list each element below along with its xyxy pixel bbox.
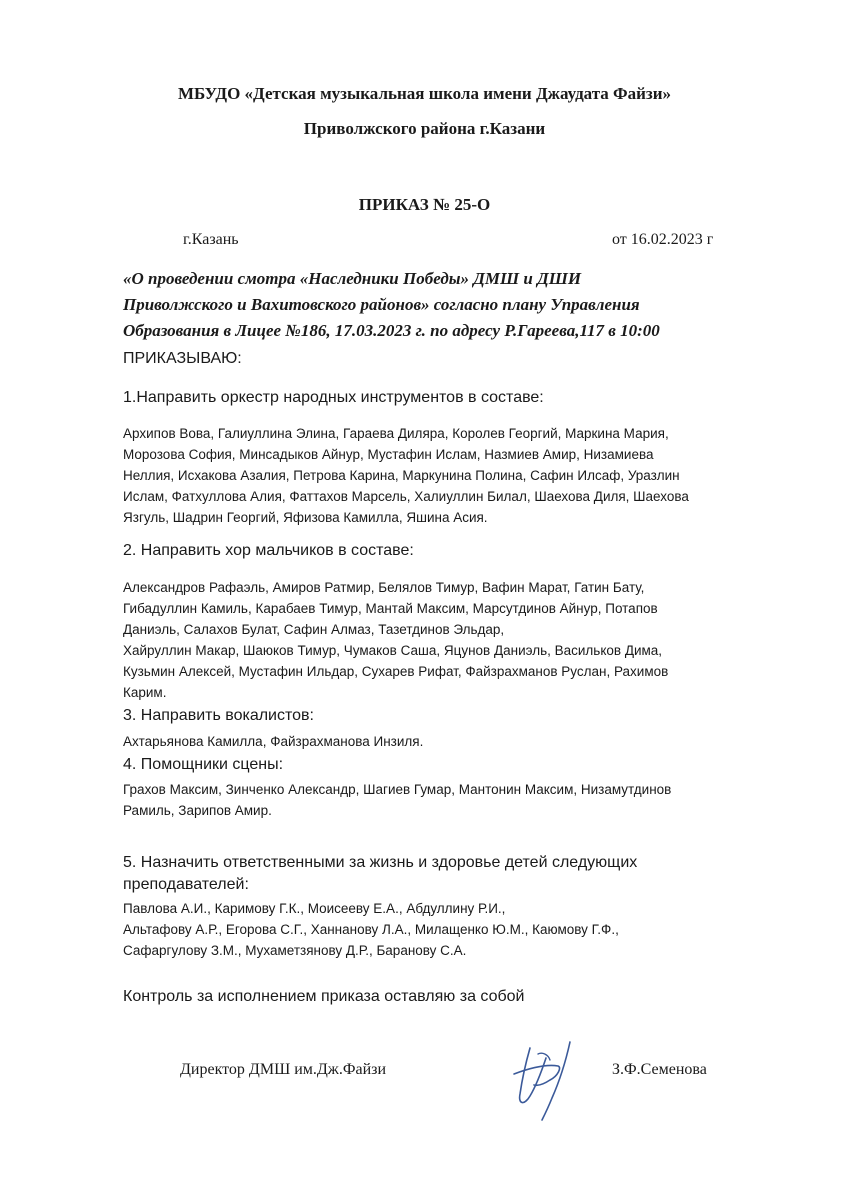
subject-line: Образования в Лицее №186, 17.03.2023 г. по адресу Р.Гареева,117 в 10:00 — [123, 321, 660, 340]
section-1-list — [123, 423, 763, 528]
list-line: Ислам, Фатхуллова Алия, Фаттахов Марсель, Халиуллин Билал, Шаехова Диля, Шаехова — [123, 489, 689, 504]
order-title: ПРИКАЗ № 25-О — [358, 195, 491, 214]
list-line: Павлова А.И., Каримову Г.К., Моисееву Е.А., Абдуллину Р.И., — [123, 901, 506, 916]
section-1-heading: 1.Направить оркестр народных инструментов в составе: — [123, 389, 544, 406]
section-5-heading-line: 5. Назначить ответственными за жизнь и здоровье детей следующих — [123, 854, 638, 871]
list-line: Неллия, Исхакова Азалия, Петрова Карина, Маркунина Полина, Сафин Илсаф, Уразлин — [123, 468, 680, 483]
section-5-heading — [123, 852, 637, 896]
list-line: Сафаргулову З.М., Мухаметзянову Д.Р., Баранову С.А. — [123, 943, 467, 958]
list-line: Карим. — [123, 685, 167, 700]
section-4-heading: 4. Помощники сцены: — [123, 756, 284, 773]
signature-stroke — [538, 1053, 550, 1060]
list-line: Грахов Максим, Зинченко Александр, Шагиев Гумар, Мантонин Максим, Низамутдинов — [123, 782, 672, 797]
section-4-list — [123, 779, 763, 821]
section-5-list — [123, 898, 763, 961]
list-line: Рамиль, Зарипов Амир. — [123, 803, 272, 818]
list-line: Морозова София, Минсадыков Айнур, Мустафин Ислам, Назмиев Амир, Низамиева — [123, 447, 654, 462]
signatory-name: З.Ф.Семенова — [612, 1061, 707, 1078]
section-2-list — [123, 577, 763, 703]
handwritten-signature — [500, 1030, 600, 1125]
section-3-heading: 3. Направить вокалистов: — [123, 707, 314, 724]
list-line: Хайруллин Макар, Шаюков Тимур, Чумаков Саша, Яцунов Даниэль, Васильков Дима, — [123, 643, 663, 658]
subject-line: «О проведении смотра «Наследники Победы» ДМШ и ДШИ — [123, 269, 582, 288]
signature-stroke — [542, 1042, 570, 1120]
section-3-list — [123, 731, 763, 752]
signature-stroke — [520, 1048, 546, 1103]
signatory-title: Директор ДМШ им.Дж.Файзи — [180, 1061, 387, 1078]
order-word: ПРИКАЗЫВАЮ: — [123, 350, 242, 367]
section-2-heading: 2. Направить хор мальчиков в составе: — [123, 542, 414, 559]
order-date: от 16.02.2023 г — [612, 231, 714, 248]
list-line: Альтафову А.Р., Егорова С.Г., Ханнанову Л.А., Милащенко Ю.М., Каюмову Г.Ф., — [123, 922, 619, 937]
order-city: г.Казань — [183, 231, 239, 248]
order-subject — [123, 266, 783, 344]
section-5-heading-line: преподавателей: — [123, 876, 249, 893]
subject-line: Приволжского и Вахитовского районов» согласно плану Управления — [123, 295, 640, 314]
organization-district: Приволжского района г.Казани — [303, 119, 546, 138]
list-line: Гибадуллин Камиль, Карабаев Тимур, Мантай Максим, Марсутдинов Айнур, Потапов — [123, 601, 658, 616]
list-line: Кузьмин Алексей, Мустафин Ильдар, Сухарев Рифат, Файзрахманов Руслан, Рахимов — [123, 664, 669, 679]
list-line: Ахтарьянова Камилла, Файзрахманова Инзиля. — [123, 734, 424, 749]
list-line: Архипов Вова, Галиуллина Элина, Гараева Диляра, Королев Георгий, Маркина Мария, — [123, 426, 669, 441]
organization-name: МБУДО «Детская музыкальная школа имени Джаудата Файзи» — [177, 84, 672, 103]
list-line: Александров Рафаэль, Амиров Ратмир, Белялов Тимур, Вафин Марат, Гатин Бату, — [123, 580, 645, 595]
list-line: Язгуль, Шадрин Георгий, Яфизова Камилла, Яшина Асия. — [123, 510, 488, 525]
list-line: Даниэль, Салахов Булат, Сафин Алмаз, Тазетдинов Эльдар, — [123, 622, 505, 637]
control-statement: Контроль за исполнением приказа оставляю за собой — [123, 988, 525, 1005]
